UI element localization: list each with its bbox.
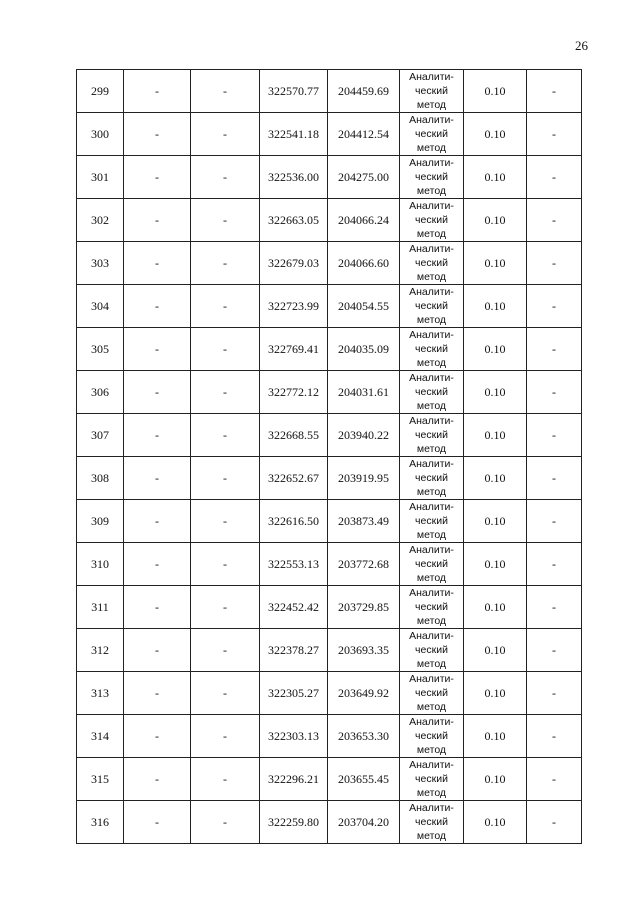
table-row	[77, 672, 582, 715]
point-number-cell: 311	[77, 586, 124, 629]
y-coordinate-cell: 203704.20	[328, 801, 400, 844]
point-number-cell: 313	[77, 672, 124, 715]
method-line: ческий	[415, 386, 448, 398]
accuracy-cell: 0.10	[464, 113, 527, 156]
point-number-cell: 301	[77, 156, 124, 199]
method-line: метод	[416, 185, 447, 197]
column-2-cell: -	[124, 328, 191, 371]
point-number-cell: 302	[77, 199, 124, 242]
column-3-cell: -	[191, 629, 260, 672]
column-3-cell: -	[191, 715, 260, 758]
method-line: ческий	[415, 214, 448, 226]
method-cell	[400, 586, 464, 629]
column-2-cell: -	[124, 285, 191, 328]
method-line: ческий	[415, 429, 448, 441]
point-number-cell: 300	[77, 113, 124, 156]
point-number-cell: 310	[77, 543, 124, 586]
y-coordinate-cell: 203940.22	[328, 414, 400, 457]
column-2-cell: -	[124, 672, 191, 715]
y-coordinate-cell: 203772.68	[328, 543, 400, 586]
x-coordinate-cell: 322616.50	[260, 500, 328, 543]
x-coordinate-cell: 322553.13	[260, 543, 328, 586]
x-coordinate-cell: 322305.27	[260, 672, 328, 715]
column-3-cell: -	[191, 113, 260, 156]
y-coordinate-cell: 203919.95	[328, 457, 400, 500]
method-line: Аналити-	[409, 200, 454, 212]
table-row	[77, 543, 582, 586]
y-coordinate-cell: 203649.92	[328, 672, 400, 715]
column-2-cell: -	[124, 371, 191, 414]
method-line: ческий	[415, 644, 448, 656]
point-number-cell: 299	[77, 70, 124, 113]
accuracy-cell: 0.10	[464, 586, 527, 629]
method-line: Аналити-	[409, 544, 454, 556]
method-line: ческий	[415, 300, 448, 312]
column-2-cell: -	[124, 70, 191, 113]
table-row	[77, 586, 582, 629]
method-line: Аналити-	[409, 458, 454, 470]
column-3-cell: -	[191, 801, 260, 844]
column-2-cell: -	[124, 242, 191, 285]
table-row	[77, 156, 582, 199]
x-coordinate-cell: 322536.00	[260, 156, 328, 199]
method-cell	[400, 715, 464, 758]
column-2-cell: -	[124, 629, 191, 672]
method-line: Аналити-	[409, 415, 454, 427]
column-3-cell: -	[191, 672, 260, 715]
y-coordinate-cell: 203693.35	[328, 629, 400, 672]
accuracy-cell: 0.10	[464, 70, 527, 113]
column-2-cell: -	[124, 543, 191, 586]
method-line: Аналити-	[409, 372, 454, 384]
method-line: ческий	[415, 128, 448, 140]
method-line: метод	[416, 486, 447, 498]
x-coordinate-cell: 322452.42	[260, 586, 328, 629]
column-8-cell: -	[527, 500, 582, 543]
method-cell	[400, 500, 464, 543]
point-number-cell: 308	[77, 457, 124, 500]
method-line: Аналити-	[409, 329, 454, 341]
page-number: 26	[575, 38, 588, 53]
table-row	[77, 629, 582, 672]
point-number-cell: 306	[77, 371, 124, 414]
column-8-cell: -	[527, 414, 582, 457]
y-coordinate-cell: 203729.85	[328, 586, 400, 629]
column-2-cell: -	[124, 586, 191, 629]
method-line: метод	[416, 400, 447, 412]
column-3-cell: -	[191, 543, 260, 586]
accuracy-cell: 0.10	[464, 715, 527, 758]
table-row	[77, 285, 582, 328]
column-8-cell: -	[527, 457, 582, 500]
method-line: Аналити-	[409, 587, 454, 599]
column-8-cell: -	[527, 801, 582, 844]
x-coordinate-cell: 322663.05	[260, 199, 328, 242]
y-coordinate-cell: 204035.09	[328, 328, 400, 371]
method-line: ческий	[415, 257, 448, 269]
column-8-cell: -	[527, 113, 582, 156]
accuracy-cell: 0.10	[464, 758, 527, 801]
column-8-cell: -	[527, 371, 582, 414]
column-2-cell: -	[124, 199, 191, 242]
y-coordinate-cell: 203873.49	[328, 500, 400, 543]
column-2-cell: -	[124, 156, 191, 199]
method-line: метод	[416, 142, 447, 154]
x-coordinate-cell: 322723.99	[260, 285, 328, 328]
accuracy-cell: 0.10	[464, 199, 527, 242]
method-line: метод	[416, 271, 447, 283]
method-line: Аналити-	[409, 114, 454, 126]
column-8-cell: -	[527, 285, 582, 328]
method-line: Аналити-	[409, 802, 454, 814]
column-2-cell: -	[124, 715, 191, 758]
x-coordinate-cell: 322772.12	[260, 371, 328, 414]
method-cell	[400, 113, 464, 156]
accuracy-cell: 0.10	[464, 414, 527, 457]
method-line: метод	[416, 658, 447, 670]
y-coordinate-cell: 204275.00	[328, 156, 400, 199]
x-coordinate-cell: 322769.41	[260, 328, 328, 371]
table-row	[77, 715, 582, 758]
point-number-cell: 305	[77, 328, 124, 371]
method-line: метод	[416, 357, 447, 369]
column-3-cell: -	[191, 457, 260, 500]
y-coordinate-cell: 204066.60	[328, 242, 400, 285]
method-line: ческий	[415, 730, 448, 742]
column-8-cell: -	[527, 70, 582, 113]
method-line: ческий	[415, 472, 448, 484]
accuracy-cell: 0.10	[464, 242, 527, 285]
method-line: метод	[416, 443, 447, 455]
table-row	[77, 242, 582, 285]
method-cell	[400, 414, 464, 457]
x-coordinate-cell: 322652.67	[260, 457, 328, 500]
point-number-cell: 316	[77, 801, 124, 844]
y-coordinate-cell: 204412.54	[328, 113, 400, 156]
accuracy-cell: 0.10	[464, 629, 527, 672]
y-coordinate-cell: 204459.69	[328, 70, 400, 113]
y-coordinate-cell: 203653.30	[328, 715, 400, 758]
column-8-cell: -	[527, 758, 582, 801]
column-8-cell: -	[527, 156, 582, 199]
column-8-cell: -	[527, 242, 582, 285]
method-cell	[400, 457, 464, 500]
method-line: метод	[416, 615, 447, 627]
table-row	[77, 758, 582, 801]
x-coordinate-cell: 322296.21	[260, 758, 328, 801]
column-3-cell: -	[191, 328, 260, 371]
column-8-cell: -	[527, 629, 582, 672]
column-2-cell: -	[124, 113, 191, 156]
method-line: Аналити-	[409, 286, 454, 298]
method-line: метод	[416, 314, 447, 326]
x-coordinate-cell: 322668.55	[260, 414, 328, 457]
column-2-cell: -	[124, 801, 191, 844]
x-coordinate-cell: 322259.80	[260, 801, 328, 844]
column-3-cell: -	[191, 414, 260, 457]
accuracy-cell: 0.10	[464, 500, 527, 543]
point-number-cell: 315	[77, 758, 124, 801]
y-coordinate-cell: 204031.61	[328, 371, 400, 414]
x-coordinate-cell: 322570.77	[260, 70, 328, 113]
accuracy-cell: 0.10	[464, 371, 527, 414]
method-cell	[400, 543, 464, 586]
x-coordinate-cell: 322303.13	[260, 715, 328, 758]
column-3-cell: -	[191, 70, 260, 113]
method-cell	[400, 672, 464, 715]
column-3-cell: -	[191, 156, 260, 199]
method-line: Аналити-	[409, 716, 454, 728]
table-body	[77, 70, 582, 844]
column-3-cell: -	[191, 242, 260, 285]
table-row	[77, 457, 582, 500]
method-cell	[400, 242, 464, 285]
y-coordinate-cell: 203655.45	[328, 758, 400, 801]
table-row	[77, 113, 582, 156]
column-3-cell: -	[191, 199, 260, 242]
point-number-cell: 307	[77, 414, 124, 457]
column-8-cell: -	[527, 199, 582, 242]
point-number-cell: 312	[77, 629, 124, 672]
coordinates-table	[76, 69, 582, 844]
method-line: Аналити-	[409, 673, 454, 685]
table-row	[77, 199, 582, 242]
column-2-cell: -	[124, 758, 191, 801]
method-cell	[400, 328, 464, 371]
table-row	[77, 414, 582, 457]
table-row	[77, 500, 582, 543]
column-8-cell: -	[527, 672, 582, 715]
method-line: Аналити-	[409, 157, 454, 169]
accuracy-cell: 0.10	[464, 672, 527, 715]
method-line: ческий	[415, 687, 448, 699]
column-8-cell: -	[527, 543, 582, 586]
method-line: Аналити-	[409, 759, 454, 771]
table-row	[77, 371, 582, 414]
method-line: метод	[416, 744, 447, 756]
accuracy-cell: 0.10	[464, 543, 527, 586]
point-number-cell: 303	[77, 242, 124, 285]
column-8-cell: -	[527, 715, 582, 758]
method-line: ческий	[415, 558, 448, 570]
accuracy-cell: 0.10	[464, 457, 527, 500]
column-3-cell: -	[191, 586, 260, 629]
column-2-cell: -	[124, 500, 191, 543]
method-line: Аналити-	[409, 243, 454, 255]
method-line: ческий	[415, 515, 448, 527]
method-cell	[400, 801, 464, 844]
method-line: метод	[416, 99, 447, 111]
x-coordinate-cell: 322541.18	[260, 113, 328, 156]
method-cell	[400, 285, 464, 328]
column-3-cell: -	[191, 758, 260, 801]
method-line: метод	[416, 228, 447, 240]
y-coordinate-cell: 204066.24	[328, 199, 400, 242]
accuracy-cell: 0.10	[464, 156, 527, 199]
x-coordinate-cell: 322378.27	[260, 629, 328, 672]
accuracy-cell: 0.10	[464, 285, 527, 328]
column-8-cell: -	[527, 328, 582, 371]
column-2-cell: -	[124, 414, 191, 457]
accuracy-cell: 0.10	[464, 801, 527, 844]
method-line: ческий	[415, 773, 448, 785]
table-row	[77, 801, 582, 844]
table-row	[77, 328, 582, 371]
point-number-cell: 304	[77, 285, 124, 328]
method-cell	[400, 371, 464, 414]
point-number-cell: 309	[77, 500, 124, 543]
method-line: метод	[416, 529, 447, 541]
y-coordinate-cell: 204054.55	[328, 285, 400, 328]
method-cell	[400, 758, 464, 801]
column-8-cell: -	[527, 586, 582, 629]
point-number-cell: 314	[77, 715, 124, 758]
method-cell	[400, 70, 464, 113]
method-line: Аналити-	[409, 71, 454, 83]
method-cell	[400, 629, 464, 672]
method-cell	[400, 156, 464, 199]
column-3-cell: -	[191, 285, 260, 328]
method-line: ческий	[415, 816, 448, 828]
method-line: метод	[416, 787, 447, 799]
column-3-cell: -	[191, 371, 260, 414]
method-line: Аналити-	[409, 630, 454, 642]
table-row	[77, 70, 582, 113]
column-2-cell: -	[124, 457, 191, 500]
method-cell	[400, 199, 464, 242]
x-coordinate-cell: 322679.03	[260, 242, 328, 285]
method-line: ческий	[415, 171, 448, 183]
method-line: ческий	[415, 85, 448, 97]
method-line: метод	[416, 572, 447, 584]
method-line: метод	[416, 701, 447, 713]
method-line: метод	[416, 830, 447, 842]
method-line: Аналити-	[409, 501, 454, 513]
column-3-cell: -	[191, 500, 260, 543]
method-line: ческий	[415, 343, 448, 355]
method-line: ческий	[415, 601, 448, 613]
accuracy-cell: 0.10	[464, 328, 527, 371]
